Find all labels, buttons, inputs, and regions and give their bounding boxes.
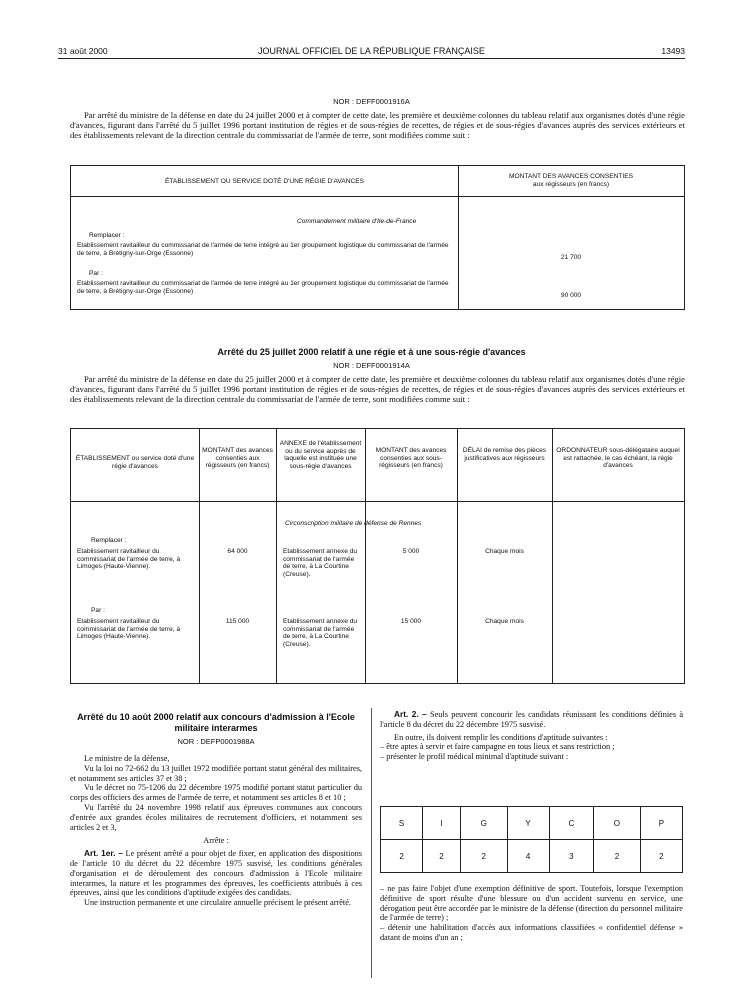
- table-2-r2-sous: 15 000: [400, 618, 422, 625]
- table-2-r1-annexe: Etablissement annexe du commissariat de l'armée de terre, à La Courtine (Creuse).: [283, 548, 358, 578]
- table-2-remplacer: Remplacer :: [91, 537, 127, 544]
- nor-1: NOR : DEFF0001916A: [333, 97, 410, 106]
- table-1-etab-2: Etablissement ravitailleur du commissariat de l'armée de terre intégré au 1er groupement logistique du commissariat de l'armée de terre, à Brétigny-sur-Orge (Essonne): [77, 280, 449, 295]
- profile-value: 2: [423, 840, 461, 873]
- bullet-habilitation: – détenir une habilitation d'accès aux informations classifiées « confidentiel défense » datant de moins d'un an ;: [380, 923, 683, 942]
- table-2-h3: ANNEXE de l'établissement ou du service auprès de laquelle est instituée une sous-régie d'avances: [279, 440, 362, 470]
- profile-table: [380, 806, 683, 873]
- p-vu-decret: Vu le décret no 75-1206 du 22 décembre 1975 modifié portant statut particulier du corps des officiers des armes de l'armée de terre, et notamment ses articles 8 et 10 ;: [70, 783, 362, 803]
- table-2-h5: DÉLAI de remise des pièces justificatives aux régisseurs: [462, 447, 547, 462]
- p-en-outre: En outre, ils doivent remplir les conditions d'aptitude suivantes :: [394, 732, 608, 742]
- table-2-h2: MONTANT des avances consenties aux régisseurs (en francs): [202, 447, 273, 470]
- journal-title: JOURNAL OFFICIEL DE LA RÉPUBLIQUE FRANÇAISE: [258, 46, 485, 56]
- table-2-r2-montant: 115 000: [225, 618, 250, 625]
- table-1-par: Par :: [89, 270, 103, 277]
- title-3: Arrêté du 10 août 2000 relatif aux concours d'admission à l'Ecole militaire interarmes: [77, 712, 355, 733]
- p-vu-arrete: Vu l'arrêté du 24 novembre 1998 relatif aux épreuves communes aux concours d'entrée aux grandes écoles militaires de recrutement d'officiers, et notamment ses articles 2 et 3,: [70, 802, 362, 832]
- profile-value: 2: [640, 840, 682, 873]
- table-2-r2-annexe: Etablissement annexe du commissariat de l'armée de terre, à La Courtine (Creuse).: [283, 618, 358, 648]
- bullet-sport: – ne pas faire l'objet d'une exemption définitive de sport. Toutefois, lorsque l'exemption définitive de sport résulte d'une blessure ou d'un accident survenu en service, une dérogation peut être accordée par le ministre de la défense (direction du personnel militaire de l'armée de terre) ;: [380, 884, 683, 923]
- table-2-div-1: [199, 429, 200, 683]
- profile-letter: O: [594, 807, 641, 840]
- header-date: 31 août 2000: [58, 46, 108, 56]
- right-column-lower: [380, 884, 683, 943]
- table-1-montant-2: 90 000: [560, 292, 582, 299]
- p-vu-loi: Vu la loi no 72-662 du 13 juillet 1972 modifiée portant statut général des militaires, et notamment ses articles 37 et 38 ;: [70, 763, 362, 783]
- title-2: Arrêté du 25 juillet 2000 relatif à une régie et à une sous-régie d'avances: [217, 347, 526, 357]
- table-2: [70, 428, 685, 684]
- table-1-remplacer: Remplacer :: [89, 232, 125, 239]
- profile-letter: S: [381, 807, 423, 840]
- table-2-h6: ORDONNATEUR sous-délégataire auquel est rattachée, le cas échéant, la régie d'avances: [556, 447, 680, 470]
- table-2-div-2: [276, 429, 277, 683]
- table-1: [70, 165, 685, 310]
- para-1: [70, 110, 685, 140]
- column-separator: [371, 708, 372, 978]
- p-instruction: Une instruction permanente et une circulaire annuelle précisent le présent arrêté.: [84, 898, 351, 908]
- profile-value: 2: [460, 840, 507, 873]
- header-rule: [58, 58, 685, 59]
- table-2-r1-delai: Chaque mois: [485, 548, 524, 555]
- art1-label: Art. 1er. –: [84, 848, 123, 859]
- table-2-header-rule: [71, 501, 684, 502]
- table-2-r1-montant: 64 000: [227, 548, 248, 555]
- table-2-par: Par :: [91, 607, 105, 614]
- profile-value: 2: [381, 840, 423, 873]
- art2-text: Seuls peuvent concourir les candidats réunissant les conditions définies à l'article 8 du décret du 22 décembre 1975 susvisé.: [380, 710, 684, 729]
- table-1-etab-1: Etablissement ravitailleur du commissariat de l'armée de terre intégré au 1er groupement logistique du commissariat de l'armée de terre, à Brétigny-sur-Orge (Essonne): [77, 242, 449, 257]
- nor-3: NOR : DEFP0001988A: [177, 737, 255, 746]
- table-1-header-rule: [71, 196, 684, 197]
- table-2-region: Circonscription militaire de défense de Rennes: [285, 520, 422, 527]
- profile-value: 4: [507, 840, 549, 873]
- table-2-div-4: [457, 429, 458, 683]
- table-1-region: Commandement militaire d'Ile-de-France: [297, 218, 417, 225]
- p-arrete: Arrête :: [203, 836, 229, 846]
- para-2: [70, 374, 685, 404]
- bullet-aptes: – être aptes à servir et faire campagne en tous lieux et sans restriction ;: [380, 742, 615, 752]
- profile-letter: C: [549, 807, 593, 840]
- art1-text: Le présent arrêté a pour objet de fixer, en application des dispositions de l'article 10 du décret du 22 décembre 1975 susvisé, les conditions générales d'organisation et de déroulement des concours d'admission à l'Ecole militaire interarmes, la nature et les programmes des épreuves, les coefficients attribués à ces épreuves, ainsi que les conditions d'aptitude exigées des candidats.: [70, 849, 362, 898]
- p-ministre: Le ministre de la défense,: [84, 754, 170, 763]
- table-2-r2-delai: Chaque mois: [485, 618, 524, 625]
- table-1-col1-header: ÉTABLISSEMENT OU SERVICE DOTÉ D'UNE RÉGIE D'AVANCES: [164, 178, 365, 185]
- profile-letter: G: [460, 807, 507, 840]
- bullet-profil: – présenter le profil médical minimal d'aptitude suivant :: [380, 752, 569, 762]
- table-1-montant-1: 21 700: [560, 254, 582, 261]
- table-2-r1-etab: Etablissement ravitailleur du commissariat de l'armée de terre, à Limoges (Haute-Vienne).: [77, 548, 181, 571]
- right-column: [380, 710, 683, 762]
- para-1-text: Par arrêté du ministre de la défense en date du 24 juillet 2000 et à compter de cette date, les première et deuxième colonnes du tableau relatif aux organismes dotés d'une régie d'avances, figurant dans l'arrêté du 5 juillet 1996 portant institution de régies et de sous-régies de recettes, de régies et de sous-régies d'avances auprès des services extérieurs et des établissements relevant de la direction centrale du commissariat de l'armée de terre, sont modifiées comme suit :: [70, 110, 685, 140]
- profile-value: 2: [594, 840, 641, 873]
- table-2-r1-sous: 5 000: [402, 548, 420, 555]
- para-2-text: Par arrêté du ministre de la défense en date du 25 juillet 2000 et à compter de cette date, les première et deuxième colonnes du tableau relatif aux organismes dotés d'une régie d'avances, figurant dans l'arrêté du 5 juillet 1996 portant institution de régies et de sous-régies de recettes, de régies et de sous-régies d'avances auprès des services extérieurs et des établissements relevant de la direction centrale du commissariat de l'armée de terre, sont modifiées comme suit :: [70, 374, 685, 404]
- table-2-div-3: [365, 429, 366, 683]
- art2-label: Art. 2. –: [394, 709, 427, 719]
- profile-letter: Y: [507, 807, 549, 840]
- page-number: 13493: [661, 46, 685, 56]
- table-2-r2-etab: Etablissement ravitailleur du commissariat de l'armée de terre, à Limoges (Haute-Vienne).: [77, 618, 181, 641]
- table-2-div-5: [552, 429, 553, 683]
- profile-letter: P: [640, 807, 682, 840]
- profile-value: 3: [549, 840, 593, 873]
- table-1-col2-sub: aux régisseurs (en francs): [532, 181, 610, 188]
- nor-2: NOR : DEFF0001914A: [333, 361, 410, 370]
- table-2-h1: ÉTABLISSEMENT ou service doté d'une régie d'avances: [75, 455, 195, 470]
- profile-letter: I: [423, 807, 461, 840]
- table-1-col2-header: MONTANT DES AVANCES CONSENTIES: [508, 173, 634, 180]
- table-2-h4: MONTANT des avances consenties aux sous-régisseurs (en francs): [375, 447, 447, 470]
- left-column: [70, 754, 362, 908]
